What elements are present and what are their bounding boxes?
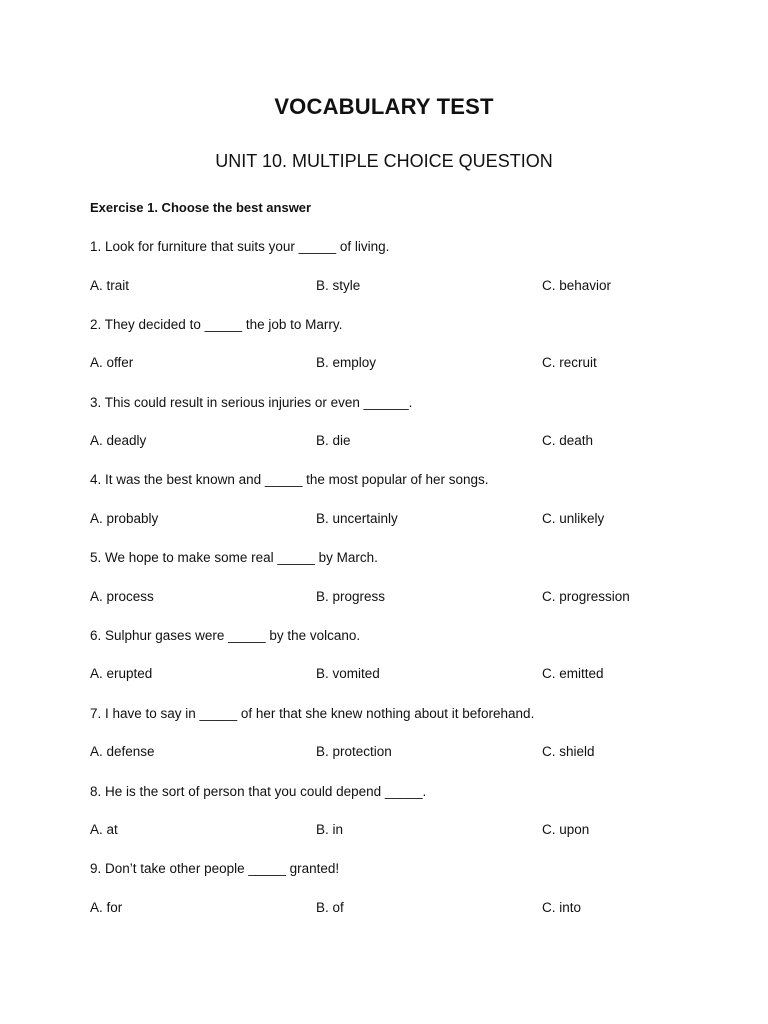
- option-b: B. vomited: [316, 666, 380, 682]
- option-a: A. trait: [90, 277, 130, 293]
- option-c: C. into: [542, 899, 582, 915]
- option-c: C. progression: [542, 588, 630, 604]
- question-2: [90, 317, 710, 395]
- question-6: [90, 628, 710, 706]
- question-stem: 3. This could result in serious injuries or even ______.: [90, 394, 413, 410]
- question-3: [90, 395, 710, 473]
- question-stem: 9. Don’t take other people _____ granted!: [90, 861, 340, 877]
- option-a: A. probably: [90, 510, 159, 526]
- option-a: A. defense: [90, 744, 155, 760]
- option-c: C. shield: [542, 744, 595, 760]
- option-b: B. die: [316, 433, 351, 449]
- question-stem: 7. I have to say in _____ of her that she knew nothing about it beforehand.: [90, 705, 535, 721]
- question-1: [90, 239, 710, 317]
- question-9: [90, 861, 710, 939]
- option-b: B. in: [316, 822, 344, 838]
- option-c: C. death: [542, 433, 594, 449]
- question-stem: 6. Sulphur gases were _____ by the volcano.: [90, 627, 361, 643]
- option-a: A. for: [90, 899, 123, 915]
- option-c: C. upon: [542, 822, 590, 838]
- question-8: [90, 784, 710, 862]
- option-b: B. of: [316, 899, 344, 915]
- question-stem: 1. Look for furniture that suits your _____ of living.: [90, 239, 390, 254]
- option-a: A. erupted: [90, 666, 153, 682]
- document-title: VOCABULARY TEST: [274, 94, 494, 119]
- option-a: A. process: [90, 588, 154, 604]
- question-stem: 8. He is the sort of person that you could depend _____.: [90, 783, 427, 799]
- question-stem: 2. They decided to _____ the job to Marry.: [90, 316, 343, 332]
- option-b: B. protection: [316, 744, 392, 760]
- option-c: C. emitted: [542, 666, 604, 682]
- question-stem: 5. We hope to make some real _____ by March.: [90, 550, 378, 566]
- question-list: [90, 239, 710, 939]
- option-b: B. style: [316, 277, 361, 293]
- option-a: A. at: [90, 822, 118, 838]
- question-4: [90, 472, 710, 550]
- option-a: A. offer: [90, 355, 134, 371]
- exercise-heading: Exercise 1. Choose the best answer: [90, 200, 312, 215]
- question-5: [90, 550, 710, 628]
- question-stem: 4. It was the best known and _____ the most popular of her songs.: [90, 472, 489, 488]
- question-7: [90, 706, 710, 784]
- option-b: B. progress: [316, 588, 386, 604]
- option-a: A. deadly: [90, 433, 147, 449]
- option-b: B. employ: [316, 355, 377, 371]
- document-subtitle: UNIT 10. MULTIPLE CHOICE QUESTION: [215, 151, 553, 171]
- option-b: B. uncertainly: [316, 510, 398, 526]
- option-c: C. behavior: [542, 277, 612, 293]
- option-c: C. unlikely: [542, 510, 605, 526]
- option-c: C. recruit: [542, 355, 597, 371]
